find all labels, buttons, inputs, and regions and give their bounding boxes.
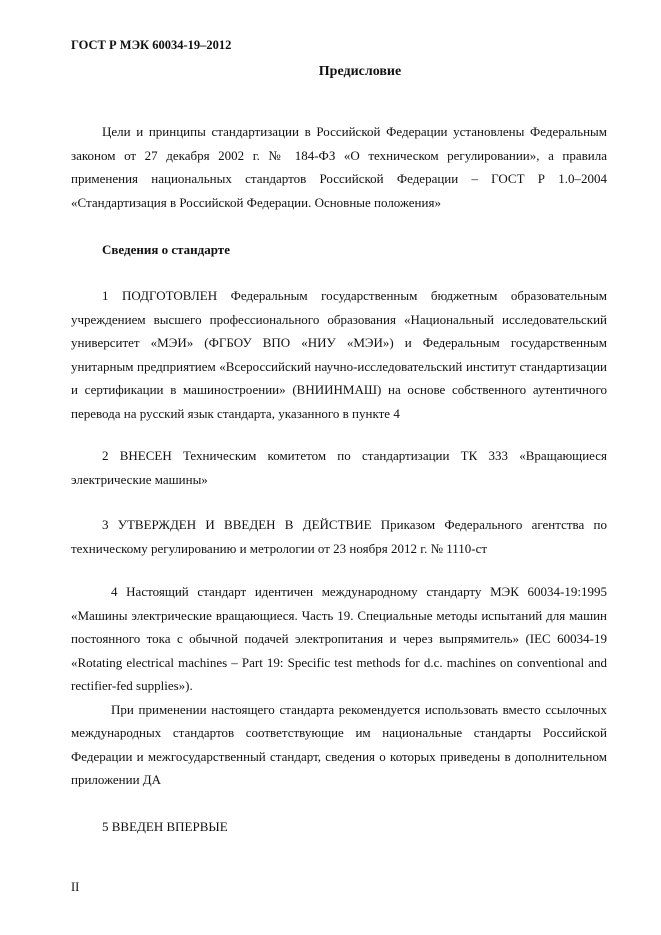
document-code-header: ГОСТ Р МЭК 60034-19–2012 xyxy=(71,38,232,52)
item-4-paragraph: 4 Настоящий стандарт идентичен международному стандарту МЭК 60034-19:1995 «Машины электрические вращающиеся. Часть 19. Специальные методы испытаний для машин постоянного тока с обычной подачей электропитания и через выпрямитель» (IEC 60034-19 «Rotating electrical machines – Part 19: Specific test methods for d.c. machines on conventional and rectifier-fed supplies»). xyxy=(71,584,607,693)
item-3-block xyxy=(71,513,607,560)
page-title: Предисловие xyxy=(318,64,402,79)
item-2-block xyxy=(71,444,607,491)
section-heading-block xyxy=(71,238,607,262)
item-1-paragraph: 1 ПОДГОТОВЛЕН Федеральным государственным бюджетным образовательным учреждением высшего профессионального образования «Национальный исследовательский университет «МЭИ» (ФГБОУ ВПО «НИУ «МЭИ») и Федеральным государственным унитарным предприятием «Всероссийский научно-исследовательский институт стандартизации и сертификации в машиностроении» (ВНИИНМАШ) на основе собственного аутентичного перевода на русский язык стандарта, указанного в пункте 4 xyxy=(71,288,607,421)
intro-paragraph-block xyxy=(71,120,607,214)
item-5-paragraph: 5 ВВЕДЕН ВПЕРВЫЕ xyxy=(102,819,228,834)
item-1-block xyxy=(71,284,607,425)
item-2-paragraph: 2 ВНЕСЕН Техническим комитетом по стандартизации ТК 333 «Вращающиеся электрические машины» xyxy=(71,448,607,487)
page-number: II xyxy=(71,880,80,894)
intro-paragraph: Цели и принципы стандартизации в Российской Федерации установлены Федеральным законом от 27 декабря 2002 г. № 184-ФЗ «О техническом регулировании», а правила применения национальных стандартов Российской Федерации – ГОСТ Р 1.0–2004 «Стандартизация в Российской Федерации. Основные положения» xyxy=(71,124,607,210)
section-heading: Сведения о стандарте xyxy=(102,242,230,257)
item-4-note-paragraph: При применении настоящего стандарта рекомендуется использовать вместо ссылочных международных стандартов соответствующие им национальные стандарты Российской Федерации и межгосударственный стандарт, сведения о которых приведены в дополнительном приложении ДА xyxy=(71,701,607,787)
item-3-paragraph: 3 УТВЕРЖДЕН И ВВЕДЕН В ДЕЙСТВИЕ Приказом Федерального агентства по техническому регулированию и метрологии от 23 ноября 2012 г. № 1110-ст xyxy=(71,517,607,556)
item-5-block xyxy=(71,815,607,839)
item-4-block xyxy=(71,580,607,792)
